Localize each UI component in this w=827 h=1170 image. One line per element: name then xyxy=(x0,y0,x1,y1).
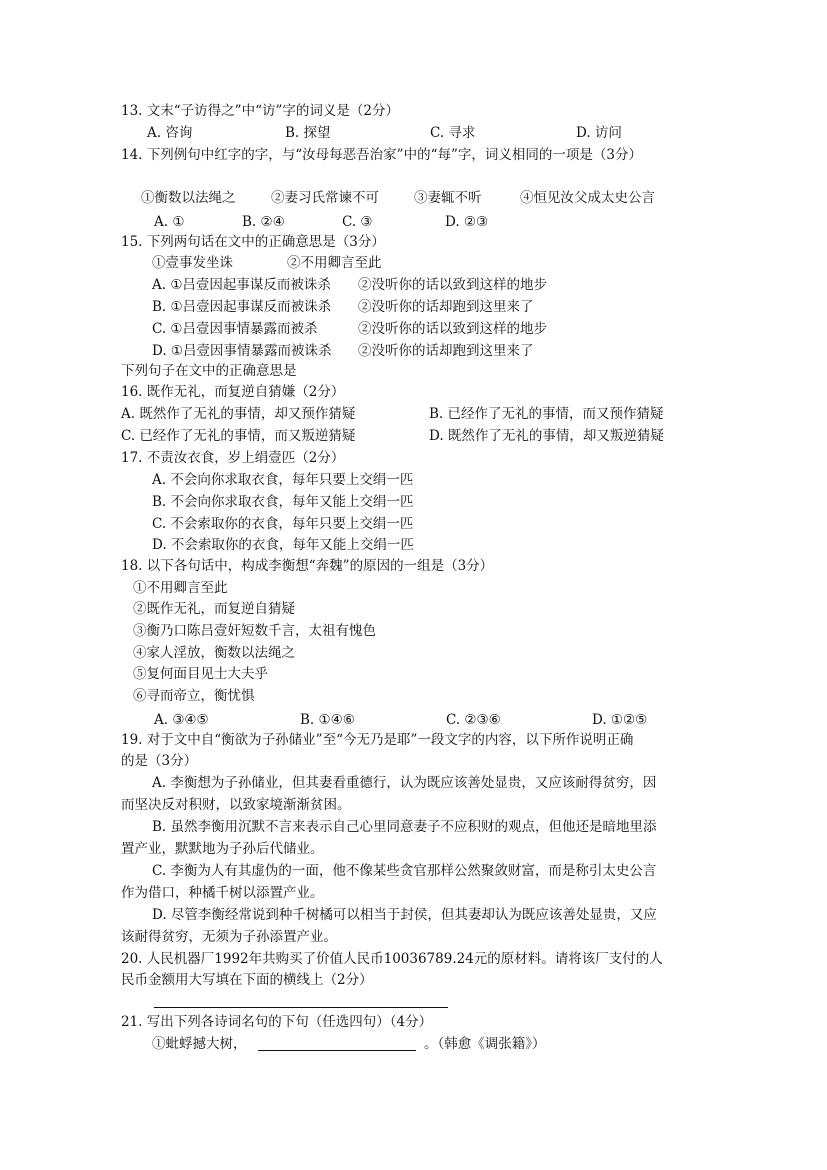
q20-line-2: 民币金额用大写填在下面的横线上（2分） xyxy=(121,972,373,988)
q15-stem: 15. 下列两句话在文中的正确意思是（3分） xyxy=(121,234,385,250)
q20-line-1: 20. 人民机器厂1992年共购买了价值人民币10036789.24元的原材料。请将该厂支付的人 xyxy=(121,951,663,967)
q18-item-6: ⑥寻而帝立，衡忧惧 xyxy=(133,688,255,704)
q21-item-1-suffix: 。（韩愈《调张籍》） xyxy=(424,1036,546,1052)
q21-stem: 21. 写出下列各诗词名句的下句（任选四句）（4分） xyxy=(121,1014,433,1030)
q18-option-a: A. ③④⑤ xyxy=(154,712,209,728)
q14-example-3: ③妻辄不听 xyxy=(414,190,482,206)
q19-line-7: C. 李衡为人有其虚伪的一面，他不像某些贪官那样公然聚敛财富，而是称引太史公言 xyxy=(152,863,657,879)
q16-option-b: B. 已经作了无礼的事情，而又预作猜疑 xyxy=(429,406,664,422)
q21-item-1-blank[interactable] xyxy=(258,1050,416,1051)
q16-option-c: C. 已经作了无礼的事情，而又叛逆猜疑 xyxy=(121,428,356,444)
q17-option-c: C. 不会索取你的衣食，每年只要上交绢一匹 xyxy=(152,516,414,532)
q14-option-d: D. ②③ xyxy=(445,214,489,230)
q14-stem: 14. 下列例句中红字的字，与“汝母每恶吾治家”中的“每”字，词义相同的一项是（3分） xyxy=(121,147,642,163)
q15-option-c-1: C. ①吕壹因事情暴露而被杀 xyxy=(152,321,318,337)
q17-option-a: A. 不会向你求取衣食，每年只要上交绢一匹 xyxy=(152,472,414,488)
q18-item-4: ④家人淫放，衡数以法绳之 xyxy=(133,645,295,661)
q19-line-2: 的是（3分） xyxy=(121,753,198,769)
q13-option-d: D. 访问 xyxy=(576,125,622,141)
q18-stem: 18. 以下各句话中，构成李衡想“奔魏”的原因的一组是（3分） xyxy=(121,558,494,574)
q15-option-c-2: ②没听你的话以致到这样的地步 xyxy=(358,321,547,337)
q15-option-a-1: A. ①吕壹因起事谋反而被诛杀 xyxy=(152,277,331,293)
q21-item-1-prefix: ①蚍蜉撼大树， xyxy=(152,1036,247,1052)
q16-option-a: A. 既然作了无礼的事情，却又预作猜疑 xyxy=(121,406,356,422)
intro-16-17: 下列句子在文中的正确意思是 xyxy=(121,363,297,379)
q19-line-6: 置产业，默默地为子孙后代储业。 xyxy=(121,841,324,857)
q19-line-8: 作为借口，种橘千树以添置产业。 xyxy=(121,885,324,901)
q15-option-d-1: D. ①吕壹因事情暴露而被诛杀 xyxy=(152,343,332,359)
q19-line-5: B. 虽然李衡用沉默不言来表示自己心里同意妻子不应积财的观点，但他还是暗地里添 xyxy=(152,819,657,835)
q13-option-c: C. 寻求 xyxy=(430,125,476,141)
q15-option-a-2: ②没听你的话以致到这样的地步 xyxy=(358,277,547,293)
q13-option-a: A. 咨询 xyxy=(147,125,193,141)
q13-option-b: B. 探望 xyxy=(285,125,331,141)
q14-example-1: ①衡数以法绳之 xyxy=(141,190,236,206)
q19-line-1: 19. 对于文中自“衡欲为子孙储业”至“今无乃是耶”一段文字的内容，以下所作说明正确 xyxy=(121,732,634,748)
q15-sentence-1: ①壹事发坐诛 xyxy=(152,255,233,271)
q18-item-2: ②既作无礼，而复逆自猜疑 xyxy=(133,601,295,617)
q14-option-c: C. ③ xyxy=(342,214,373,230)
q16-stem: 16. 既作无礼，而复逆自猜嫌（2分） xyxy=(121,384,345,400)
q20-answer-blank[interactable] xyxy=(154,1007,448,1008)
q17-option-b: B. 不会向你求取衣食，每年又能上交绢一匹 xyxy=(152,494,414,510)
q14-example-2: ②妻习氏常谏不可 xyxy=(271,190,379,206)
q19-line-9: D. 尽管李衡经常说到种千树橘可以相当于封侯，但其妻却认为既应该善处显贵，又应 xyxy=(152,907,657,923)
q17-option-d: D. 不会索取你的衣食，每年又能上交绢一匹 xyxy=(152,537,414,553)
q19-line-4: 而坚决反对积财，以致家境渐渐贫困。 xyxy=(121,797,351,813)
q13-stem: 13. 文末“子访得之”中“访”字的词义是（2分） xyxy=(121,103,399,119)
q18-item-3: ③衡乃口陈吕壹奸短数千言，太祖有愧色 xyxy=(133,623,376,639)
q14-option-b: B. ②④ xyxy=(242,214,285,230)
q18-item-5: ⑤复何面目见士大夫乎 xyxy=(133,666,268,682)
q18-item-1: ①不用卿言至此 xyxy=(133,580,228,596)
q18-option-c: C. ②③⑥ xyxy=(446,712,501,728)
q14-option-a: A. ① xyxy=(154,214,185,230)
q15-option-b-1: B. ①吕壹因起事谋反而被诛杀 xyxy=(152,299,332,315)
q18-option-d: D. ①②⑤ xyxy=(592,712,648,728)
q16-option-d: D. 既然作了无礼的事情，却又叛逆猜疑 xyxy=(429,428,664,444)
q15-sentence-2: ②不用卿言至此 xyxy=(287,255,382,271)
q17-stem: 17. 不责汝衣食，岁上绢壹匹（2分） xyxy=(121,450,345,466)
q18-option-b: B. ①④⑥ xyxy=(300,712,355,728)
q14-example-4: ④恒见汝父成太史公言 xyxy=(520,190,655,206)
q19-line-10: 该耐得贫穷，无须为子孙添置产业。 xyxy=(121,929,337,945)
q19-line-3: A. 李衡想为子孙储业，但其妻看重德行，认为既应该善处显贵，又应该耐得贫穷，因 xyxy=(152,775,657,791)
q15-option-b-2: ②没听你的话却跑到这里来了 xyxy=(358,299,534,315)
q15-option-d-2: ②没听你的话却跑到这里来了 xyxy=(358,343,534,359)
